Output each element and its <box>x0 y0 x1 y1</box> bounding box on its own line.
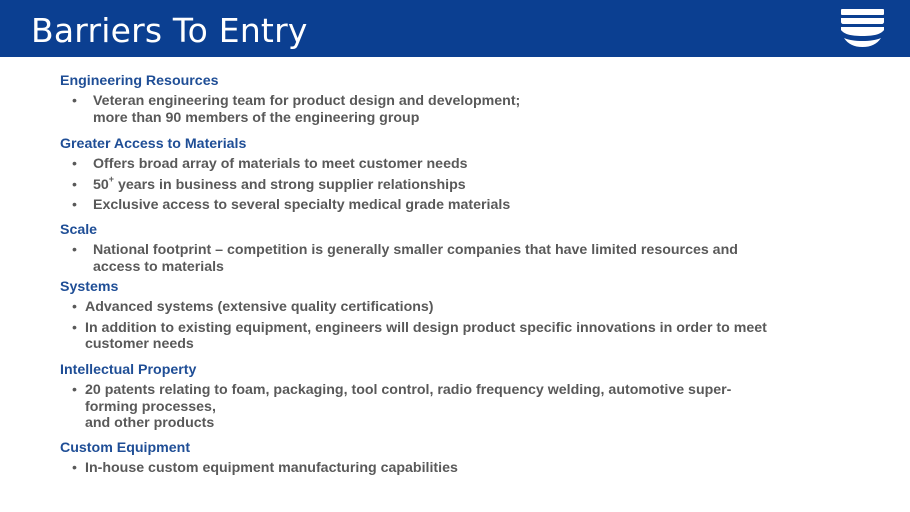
item-text: 20 patents relating to foam, packaging, tool control, radio frequency welding, automotive super- <box>85 382 732 398</box>
item-text-continuation: more than 90 members of the engineering group <box>93 109 420 126</box>
item-text: Exclusive access to several specialty medical grade materials <box>93 197 511 213</box>
section-intellectual-property <box>60 362 860 432</box>
list-item <box>60 382 860 432</box>
section-heading: Systems <box>60 279 119 295</box>
section-systems <box>60 279 860 353</box>
item-text-continuation: access to materials <box>93 258 224 275</box>
company-logo-icon <box>841 9 884 47</box>
item-text: Advanced systems (extensive quality certifications) <box>85 299 434 315</box>
section-heading: Scale <box>60 222 98 238</box>
slide-title: Barriers To Entry <box>31 11 308 50</box>
section-heading: Custom Equipment <box>60 440 191 456</box>
section-greater-access-to-materials <box>60 136 860 214</box>
section-engineering-resources <box>60 73 860 126</box>
list-item <box>60 93 860 126</box>
list-item <box>60 460 860 477</box>
bullet: • <box>72 93 77 109</box>
item-number: 50 <box>93 176 109 193</box>
bullet: • <box>72 319 77 336</box>
section-heading: Engineering Resources <box>60 73 219 89</box>
item-text: Veteran engineering team for product design and development; <box>93 93 521 109</box>
list-item <box>60 173 860 194</box>
bullet: • <box>72 242 77 258</box>
item-text: In addition to existing equipment, engineers will design product specific innovations in order to meet <box>85 319 767 336</box>
list-item <box>60 320 860 353</box>
section-custom-equipment <box>60 440 860 477</box>
superscript: + <box>108 173 115 184</box>
section-scale <box>60 222 860 275</box>
item-text: National footprint – competition is generally smaller companies that have limited resources and <box>93 242 738 258</box>
list-item <box>60 242 860 275</box>
item-text: Offers broad array of materials to meet customer needs <box>93 156 468 172</box>
bullet: • <box>72 176 77 193</box>
list-item <box>60 156 860 173</box>
item-text: In-house custom equipment manufacturing capabilities <box>85 460 458 476</box>
bullet: • <box>72 156 77 172</box>
list-item <box>60 299 860 316</box>
bullet: • <box>72 460 77 476</box>
bullet: • <box>72 299 77 315</box>
list-item <box>60 197 860 214</box>
bullet: • <box>72 382 77 398</box>
section-heading: Intellectual Property <box>60 362 197 378</box>
item-text: years in business and strong supplier relationships <box>114 176 466 193</box>
item-text-continuation: and other products <box>85 415 215 431</box>
item-text-continuation: forming processes, <box>85 398 216 415</box>
title-banner <box>0 0 910 57</box>
bullet: • <box>72 197 77 213</box>
section-heading: Greater Access to Materials <box>60 136 247 152</box>
item-text-continuation: customer needs <box>85 336 194 352</box>
